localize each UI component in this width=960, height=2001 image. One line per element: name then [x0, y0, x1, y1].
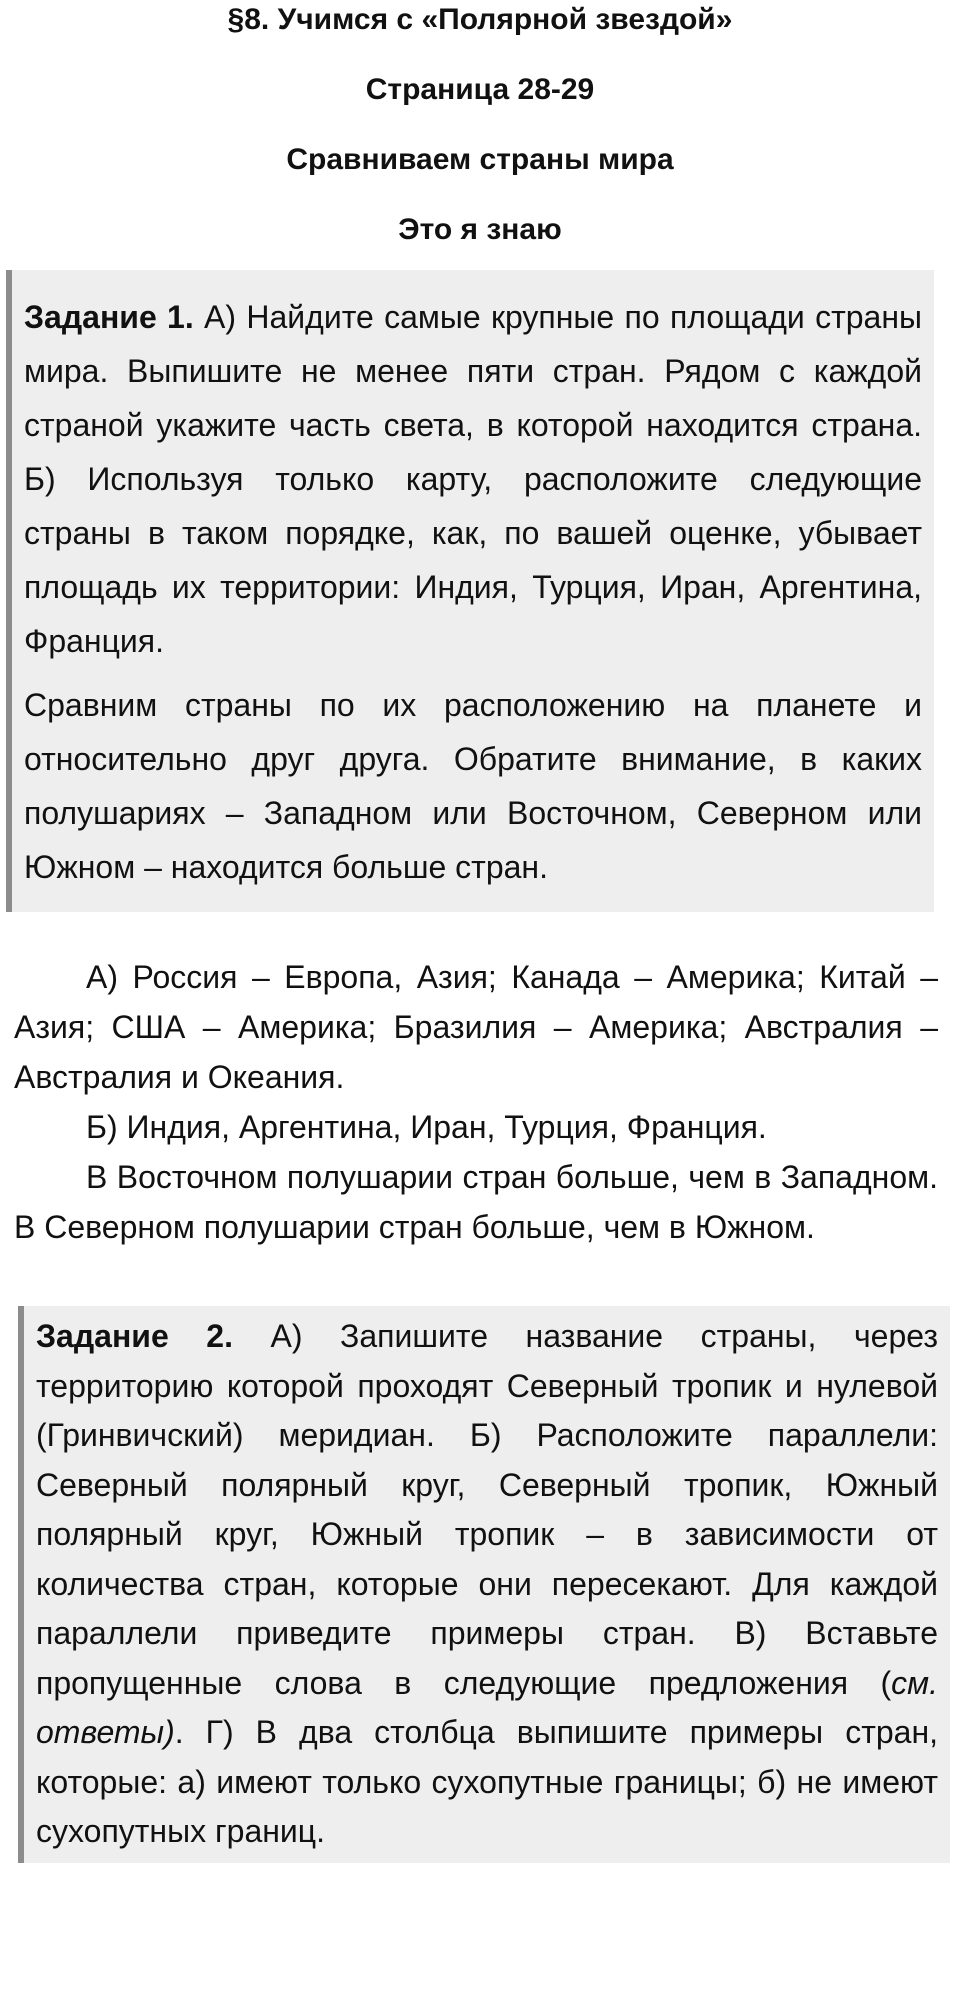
answer-1-b: Б) Индия, Аргентина, Иран, Турция, Франция. — [86, 1109, 767, 1145]
task-1-note: Сравним страны по их расположению на планете и относительно друг друга. Обратите внимание, в каких полушариях – Западном или Восточном, Северном или Южном – находится больше стран. — [24, 687, 922, 885]
task-1-label: Задание 1. — [24, 299, 194, 335]
task-2-label: Задание 2. — [36, 1318, 233, 1354]
section-title: §8. Учимся с «Полярной звездой» — [227, 3, 733, 36]
answer-1-a: А) Россия – Европа, Азия; Канада – Америка; Китай – Азия; США – Америка; Бразилия – Америка; Австралия – Австралия и Океания. — [14, 959, 938, 1095]
task-2-italic: см. ответы) — [36, 1664, 938, 1750]
task-2-box — [18, 1306, 950, 1863]
topic-title: Сравниваем страны мира — [286, 143, 674, 176]
task-2-body-2: . Г) В два столбца выпишите примеры стран, которые: а) имеют только сухопутные границы; б) не имеют сухопутных границ. — [36, 1714, 938, 1849]
task-1-box — [6, 270, 934, 912]
task-1-text — [24, 290, 922, 668]
task-2-body-1: А) Запишите название страны, через территорию которой проходят Северный тропик и нулевой (Гринвичский) меридиан. Б) Расположите параллели: Северный полярный круг, Северный тропик, Южный полярный круг, Южный тропик – в зависимости от количества стран, которые они пересекают. Для каждой параллели приведите примеры стран. В) Вставьте пропущенные слова в следующие предложения ( — [36, 1318, 938, 1701]
subtopic-title: Это я знаю — [398, 213, 562, 246]
answer-1 — [14, 952, 938, 1252]
task-2-text — [36, 1312, 938, 1857]
task-1-body: А) Найдите самые крупные по площади страны мира. Выпишите не менее пяти стран. Рядом с каждой страной укажите часть света, в которой находится страна. Б) Используя только карту, расположите следующие страны в таком порядке, как, по вашей оценке, убывает площадь их территории: Индия, Турция, Иран, Аргентина, Франция. — [24, 299, 923, 659]
answer-1-c: В Восточном полушарии стран больше, чем в Западном. В Северном полушарии стран больше, чем в Южном. — [14, 1159, 938, 1245]
page-range: Страница 28-29 — [365, 73, 595, 106]
